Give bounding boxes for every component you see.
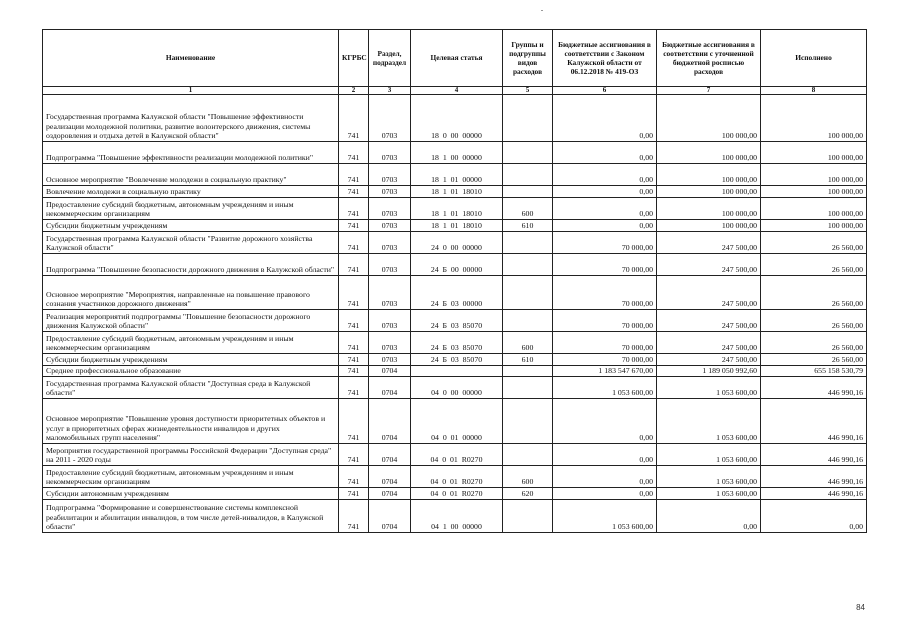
table-row xyxy=(43,254,867,276)
row-name: Субсидии бюджетным учреждениям xyxy=(43,354,339,366)
row-kgrbs: 741 xyxy=(339,354,369,366)
row-kgrbs: 741 xyxy=(339,254,369,276)
row-section: 0703 xyxy=(369,142,411,164)
row-executed-amount: 26 560,00 xyxy=(761,254,867,276)
row-name: Основное мероприятие "Повышение уровня доступности приоритетных объектов и услуг в приоритетных сферах жизнедеятельности инвалидов и других маломобильных групп населения" xyxy=(43,399,339,444)
row-section: 0703 xyxy=(369,254,411,276)
row-refined-amount: 1 053 600,00 xyxy=(657,444,761,466)
table-row xyxy=(43,444,867,466)
row-vr xyxy=(503,399,553,444)
row-executed-amount: 446 990,16 xyxy=(761,444,867,466)
header-number: 2 xyxy=(339,87,369,95)
row-law-amount: 70 000,00 xyxy=(553,232,657,254)
row-law-amount: 0,00 xyxy=(553,488,657,500)
row-kgrbs: 741 xyxy=(339,198,369,220)
row-executed-amount: 100 000,00 xyxy=(761,164,867,186)
row-refined-amount: 1 053 600,00 xyxy=(657,466,761,488)
row-section: 0704 xyxy=(369,488,411,500)
row-section: 0703 xyxy=(369,310,411,332)
row-name: Мероприятия государственной программы Российской Федерации "Доступная среда" на 2011 - 2020 годы xyxy=(43,444,339,466)
row-target: 18 1 01 18010 xyxy=(411,198,503,220)
row-law-amount: 70 000,00 xyxy=(553,354,657,366)
row-target: 18 0 00 00000 xyxy=(411,95,503,142)
row-target: 24 0 00 00000 xyxy=(411,232,503,254)
row-name: Предоставление субсидий бюджетным, автономным учреждениям и иным некоммерческим организациям xyxy=(43,466,339,488)
row-vr xyxy=(503,254,553,276)
row-law-amount: 70 000,00 xyxy=(553,276,657,310)
header-vr: Группы и подгруппы видов расходов xyxy=(503,30,553,87)
table-row xyxy=(43,310,867,332)
row-vr xyxy=(503,377,553,399)
row-section: 0703 xyxy=(369,232,411,254)
row-refined-amount: 100 000,00 xyxy=(657,186,761,198)
row-law-amount: 0,00 xyxy=(553,95,657,142)
row-vr: 610 xyxy=(503,220,553,232)
row-name: Государственная программа Калужской области "Повышение эффективности реализации молодежной политики, развитие волонтерского движения, системы оздоровления и отдыха детей в Калужской области" xyxy=(43,95,339,142)
row-kgrbs: 741 xyxy=(339,399,369,444)
row-target: 24 Б 03 85070 xyxy=(411,310,503,332)
row-target: 18 1 00 00000 xyxy=(411,142,503,164)
row-section: 0703 xyxy=(369,332,411,354)
row-vr xyxy=(503,444,553,466)
row-refined-amount: 1 189 050 992,60 xyxy=(657,366,761,377)
row-kgrbs: 741 xyxy=(339,332,369,354)
header-done: Исполнено xyxy=(761,30,867,87)
row-section: 0703 xyxy=(369,95,411,142)
row-kgrbs: 741 xyxy=(339,488,369,500)
row-kgrbs: 741 xyxy=(339,500,369,533)
row-target: 04 0 01 R0270 xyxy=(411,466,503,488)
row-vr xyxy=(503,142,553,164)
row-name: Подпрограмма "Повышение эффективности реализации молодежной политики" xyxy=(43,142,339,164)
page-number: 84 xyxy=(856,603,865,612)
row-vr: 620 xyxy=(503,488,553,500)
row-name: Среднее профессиональное образование xyxy=(43,366,339,377)
row-vr: 610 xyxy=(503,354,553,366)
row-name: Субсидии автономным учреждениям xyxy=(43,488,339,500)
row-kgrbs: 741 xyxy=(339,220,369,232)
table-row xyxy=(43,276,867,310)
row-law-amount: 0,00 xyxy=(553,399,657,444)
row-vr xyxy=(503,164,553,186)
row-section: 0703 xyxy=(369,186,411,198)
row-section: 0704 xyxy=(369,366,411,377)
row-name: Предоставление субсидий бюджетным, автономным учреждениям и иным некоммерческим организациям xyxy=(43,198,339,220)
row-executed-amount: 26 560,00 xyxy=(761,332,867,354)
row-executed-amount: 26 560,00 xyxy=(761,310,867,332)
header-refined: Бюджетные ассигнования в соответствии с уточненной бюджетной росписью расходов xyxy=(657,30,761,87)
row-executed-amount: 26 560,00 xyxy=(761,354,867,366)
row-vr xyxy=(503,366,553,377)
row-section: 0704 xyxy=(369,377,411,399)
header-number: 4 xyxy=(411,87,503,95)
row-refined-amount: 247 500,00 xyxy=(657,254,761,276)
row-executed-amount: 0,00 xyxy=(761,500,867,533)
row-vr xyxy=(503,276,553,310)
scan-speck xyxy=(541,10,543,11)
header-number-row xyxy=(43,87,867,95)
row-name: Субсидии бюджетным учреждениям xyxy=(43,220,339,232)
row-target: 18 1 01 18010 xyxy=(411,186,503,198)
row-target: 04 0 00 00000 xyxy=(411,377,503,399)
row-kgrbs: 741 xyxy=(339,164,369,186)
row-section: 0704 xyxy=(369,444,411,466)
row-refined-amount: 100 000,00 xyxy=(657,164,761,186)
row-name: Подпрограмма "Повышение безопасности дорожного движения в Калужской области" xyxy=(43,254,339,276)
row-section: 0704 xyxy=(369,466,411,488)
table-body xyxy=(43,95,867,533)
row-target: 04 0 01 R0270 xyxy=(411,444,503,466)
row-executed-amount: 26 560,00 xyxy=(761,276,867,310)
budget-table xyxy=(42,29,867,533)
header-section: Раздел, подраздел xyxy=(369,30,411,87)
row-kgrbs: 741 xyxy=(339,377,369,399)
row-target: 24 Б 03 85070 xyxy=(411,354,503,366)
row-kgrbs: 741 xyxy=(339,310,369,332)
row-executed-amount: 100 000,00 xyxy=(761,220,867,232)
table-row xyxy=(43,488,867,500)
table-row xyxy=(43,198,867,220)
row-law-amount: 70 000,00 xyxy=(553,310,657,332)
row-target: 18 1 01 18010 xyxy=(411,220,503,232)
row-executed-amount: 26 560,00 xyxy=(761,232,867,254)
table-row xyxy=(43,332,867,354)
row-kgrbs: 741 xyxy=(339,95,369,142)
row-executed-amount: 100 000,00 xyxy=(761,142,867,164)
row-vr xyxy=(503,95,553,142)
table-row xyxy=(43,142,867,164)
row-law-amount: 1 183 547 670,00 xyxy=(553,366,657,377)
header-number: 3 xyxy=(369,87,411,95)
table-row xyxy=(43,232,867,254)
row-refined-amount: 1 053 600,00 xyxy=(657,399,761,444)
row-name: Подпрограмма "Формирование и совершенствование системы комплексной реабилитации и абилитации инвалидов, в том числе детей-инвалидов, в Калужской области" xyxy=(43,500,339,533)
row-name: Государственная программа Калужской области "Доступная среда в Калужской области" xyxy=(43,377,339,399)
row-executed-amount: 446 990,16 xyxy=(761,488,867,500)
table-row xyxy=(43,366,867,377)
table-row xyxy=(43,220,867,232)
row-target: 18 1 01 00000 xyxy=(411,164,503,186)
row-vr xyxy=(503,232,553,254)
row-target xyxy=(411,366,503,377)
row-law-amount: 0,00 xyxy=(553,142,657,164)
table-row xyxy=(43,354,867,366)
row-refined-amount: 100 000,00 xyxy=(657,198,761,220)
header-number: 1 xyxy=(43,87,339,95)
row-name: Предоставление субсидий бюджетным, автономным учреждениям и иным некоммерческим организациям xyxy=(43,332,339,354)
row-target: 04 1 00 00000 xyxy=(411,500,503,533)
header-kgrbs: КГРБС xyxy=(339,30,369,87)
row-kgrbs: 741 xyxy=(339,444,369,466)
row-executed-amount: 446 990,16 xyxy=(761,399,867,444)
table-row xyxy=(43,500,867,533)
row-name: Государственная программа Калужской области "Развитие дорожного хозяйства Калужской области" xyxy=(43,232,339,254)
row-executed-amount: 655 158 530,79 xyxy=(761,366,867,377)
row-section: 0704 xyxy=(369,500,411,533)
header-number: 8 xyxy=(761,87,867,95)
table-row xyxy=(43,399,867,444)
row-refined-amount: 247 500,00 xyxy=(657,310,761,332)
row-vr xyxy=(503,186,553,198)
header-number: 5 xyxy=(503,87,553,95)
row-refined-amount: 100 000,00 xyxy=(657,95,761,142)
row-target: 04 0 01 R0270 xyxy=(411,488,503,500)
row-law-amount: 0,00 xyxy=(553,220,657,232)
row-law-amount: 1 053 600,00 xyxy=(553,500,657,533)
row-section: 0703 xyxy=(369,220,411,232)
row-section: 0703 xyxy=(369,276,411,310)
row-section: 0703 xyxy=(369,164,411,186)
row-law-amount: 1 053 600,00 xyxy=(553,377,657,399)
table-row xyxy=(43,95,867,142)
row-name: Реализация мероприятий подпрограммы "Повышение безопасности дорожного движения Калужской области" xyxy=(43,310,339,332)
table-row xyxy=(43,186,867,198)
row-executed-amount: 446 990,16 xyxy=(761,377,867,399)
row-name: Основное мероприятие "Вовлечение молодежи в социальную практику" xyxy=(43,164,339,186)
row-section: 0704 xyxy=(369,399,411,444)
table-row xyxy=(43,377,867,399)
header-target: Целевая статья xyxy=(411,30,503,87)
row-refined-amount: 247 500,00 xyxy=(657,232,761,254)
row-name: Вовлечение молодежи в социальную практику xyxy=(43,186,339,198)
row-kgrbs: 741 xyxy=(339,142,369,164)
budget-sheet xyxy=(42,29,867,533)
row-vr xyxy=(503,310,553,332)
row-executed-amount: 100 000,00 xyxy=(761,186,867,198)
row-target: 24 Б 00 00000 xyxy=(411,254,503,276)
header-law: Бюджетные ассигнования в соответствии с Законом Калужской области от 06.12.2018 № 419-ОЗ xyxy=(553,30,657,87)
row-target: 24 Б 03 00000 xyxy=(411,276,503,310)
row-refined-amount: 1 053 600,00 xyxy=(657,377,761,399)
row-vr: 600 xyxy=(503,332,553,354)
row-law-amount: 0,00 xyxy=(553,466,657,488)
row-name: Основное мероприятие "Мероприятия, направленные на повышение правового сознания участников дорожного движения" xyxy=(43,276,339,310)
row-refined-amount: 247 500,00 xyxy=(657,332,761,354)
row-kgrbs: 741 xyxy=(339,276,369,310)
row-section: 0703 xyxy=(369,198,411,220)
row-kgrbs: 741 xyxy=(339,466,369,488)
header-number: 6 xyxy=(553,87,657,95)
table-row xyxy=(43,164,867,186)
row-law-amount: 0,00 xyxy=(553,444,657,466)
row-law-amount: 70 000,00 xyxy=(553,332,657,354)
row-target: 24 Б 03 85070 xyxy=(411,332,503,354)
row-executed-amount: 100 000,00 xyxy=(761,95,867,142)
row-kgrbs: 741 xyxy=(339,232,369,254)
row-refined-amount: 1 053 600,00 xyxy=(657,488,761,500)
row-executed-amount: 100 000,00 xyxy=(761,198,867,220)
header-name: Наименование xyxy=(43,30,339,87)
row-section: 0703 xyxy=(369,354,411,366)
row-kgrbs: 741 xyxy=(339,186,369,198)
row-vr: 600 xyxy=(503,198,553,220)
row-law-amount: 0,00 xyxy=(553,198,657,220)
row-refined-amount: 0,00 xyxy=(657,500,761,533)
row-target: 04 0 01 00000 xyxy=(411,399,503,444)
row-executed-amount: 446 990,16 xyxy=(761,466,867,488)
row-vr xyxy=(503,500,553,533)
row-refined-amount: 100 000,00 xyxy=(657,220,761,232)
row-law-amount: 70 000,00 xyxy=(553,254,657,276)
row-refined-amount: 247 500,00 xyxy=(657,276,761,310)
row-law-amount: 0,00 xyxy=(553,186,657,198)
table-row xyxy=(43,466,867,488)
header-number: 7 xyxy=(657,87,761,95)
row-refined-amount: 247 500,00 xyxy=(657,354,761,366)
row-kgrbs: 741 xyxy=(339,366,369,377)
row-law-amount: 0,00 xyxy=(553,164,657,186)
row-vr: 600 xyxy=(503,466,553,488)
row-refined-amount: 100 000,00 xyxy=(657,142,761,164)
